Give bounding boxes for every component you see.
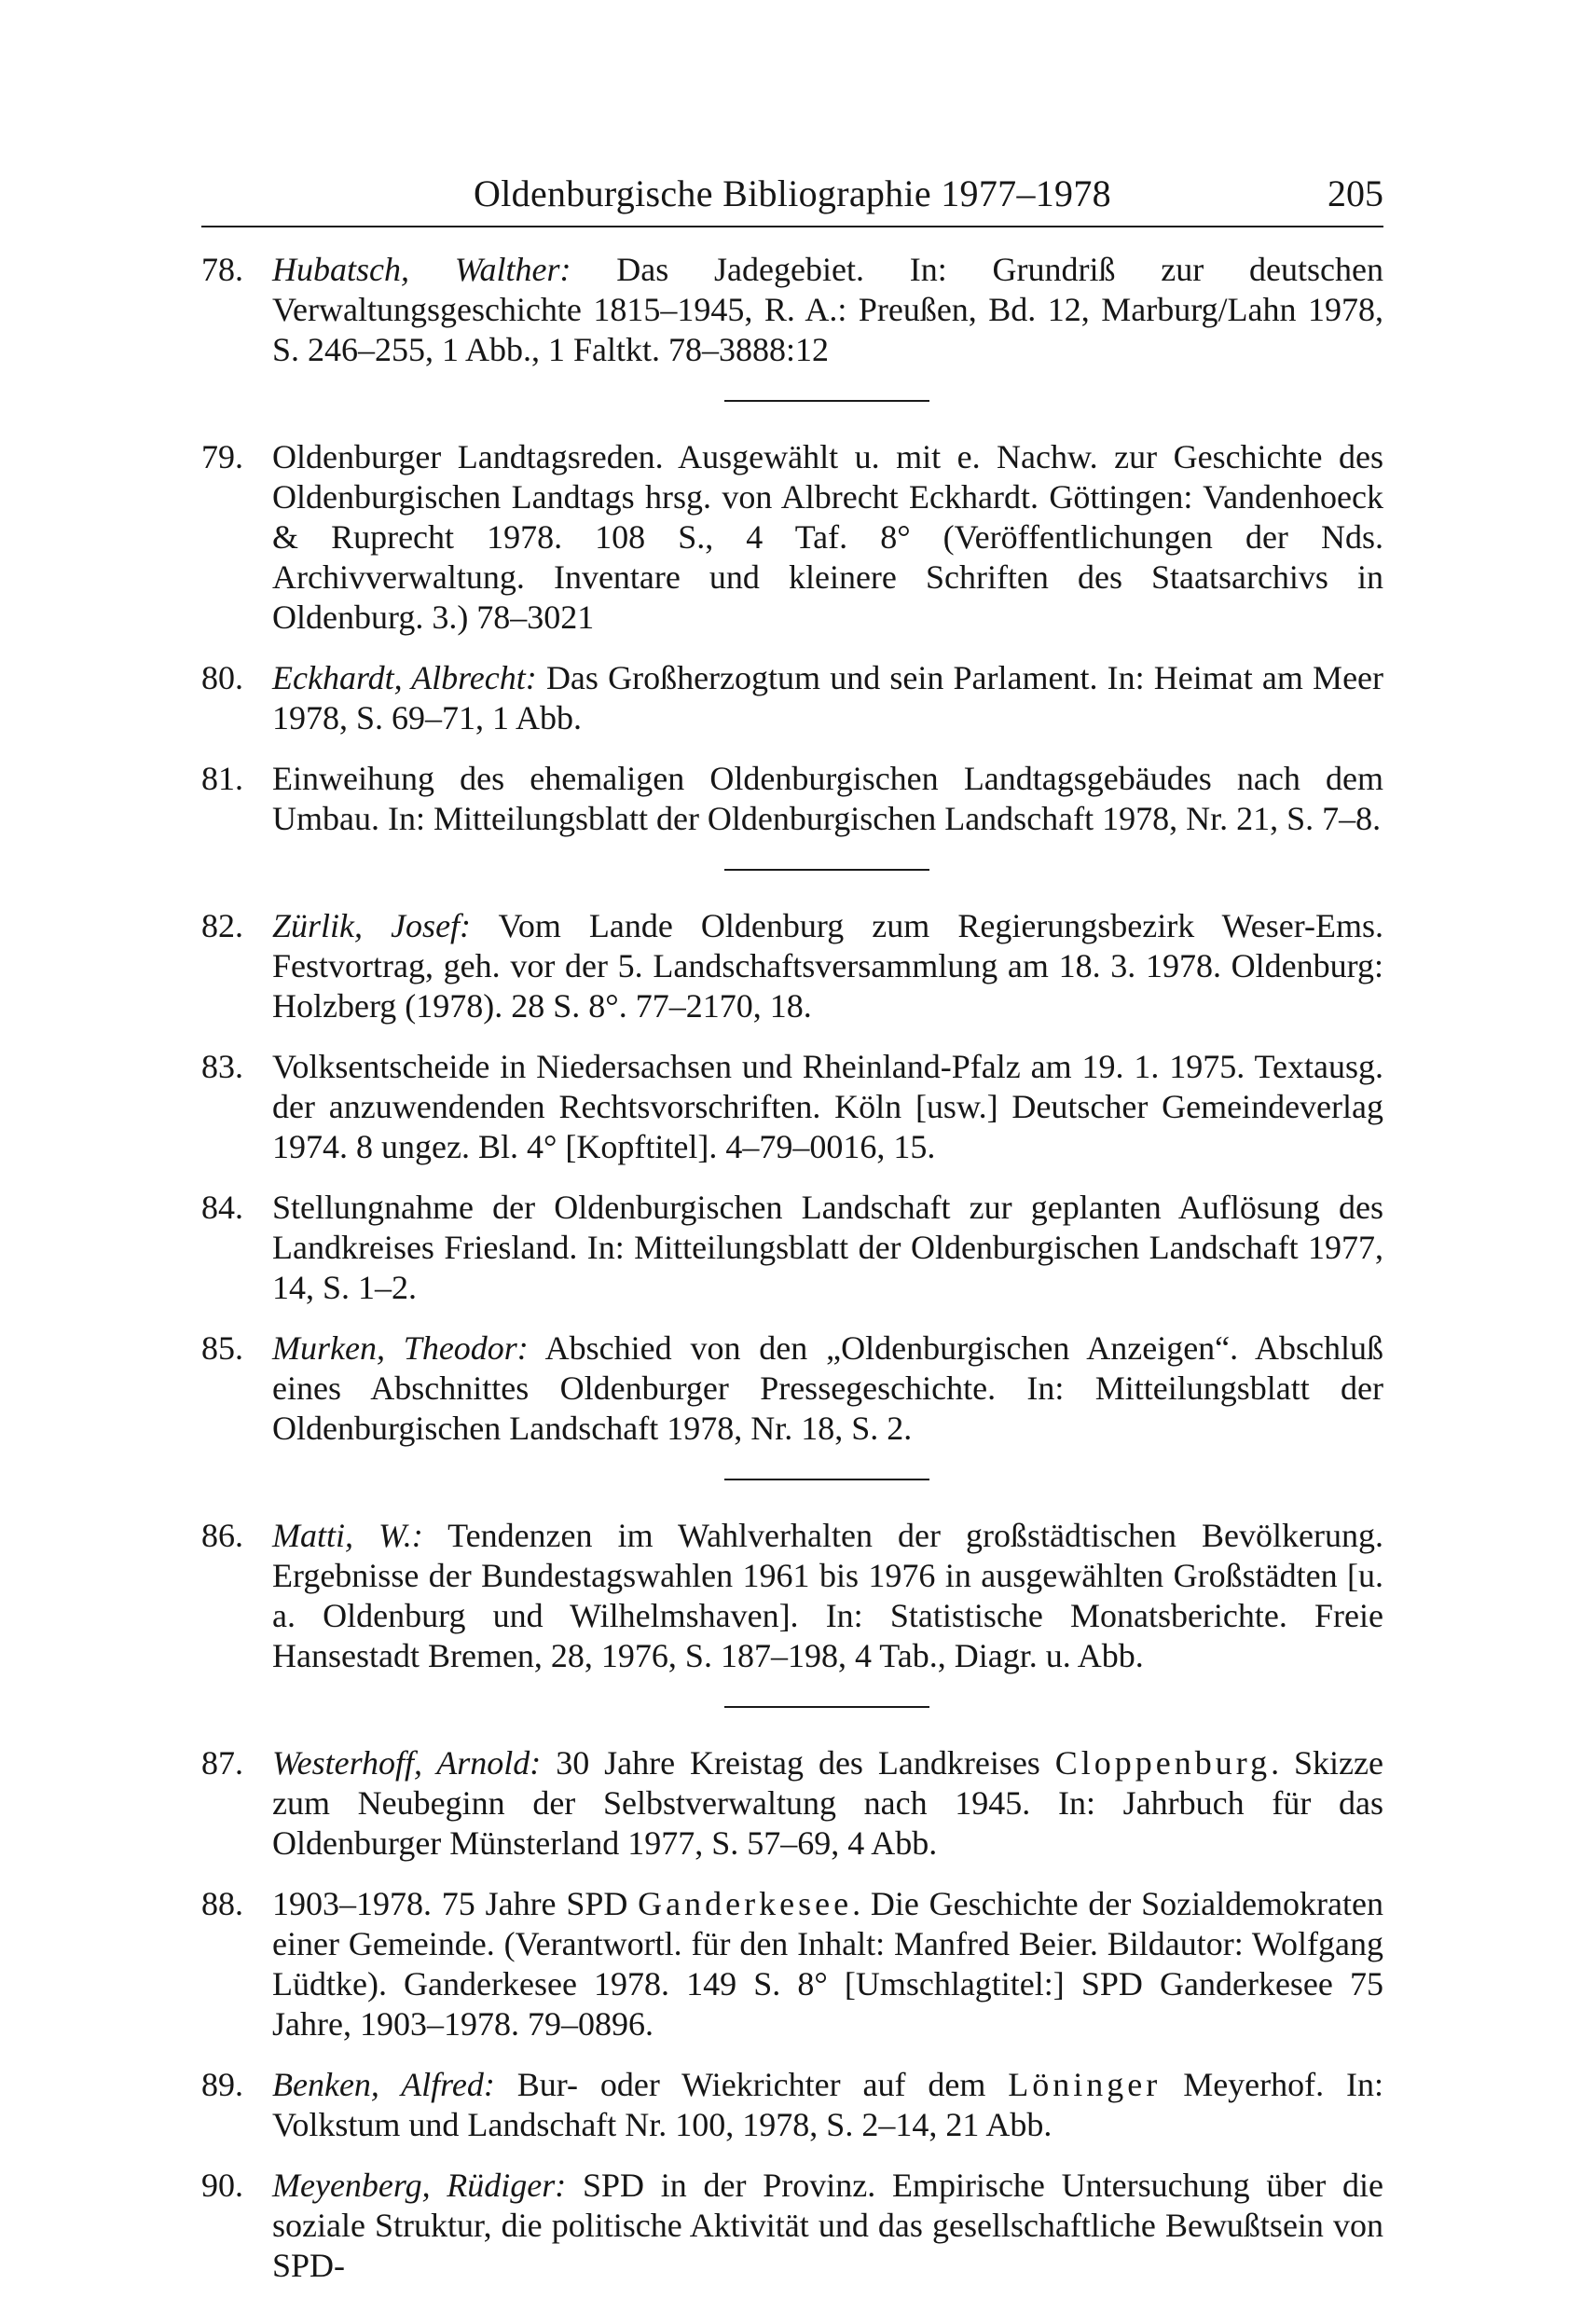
entry-79 <box>201 437 1383 638</box>
header-rule <box>201 226 1383 227</box>
entry-88 <box>201 1884 1383 2044</box>
entry-84 <box>201 1188 1383 1308</box>
entry-number: 88. <box>201 1885 243 1922</box>
entry-number: 85. <box>201 1329 243 1367</box>
entry-number: 87. <box>201 1744 243 1782</box>
entry-text: Tendenzen im Wahlverhalten der großstädtischen Bevölkerung. Ergebnisse der Bundestagswahlen 1961 bis 1976 in ausgewählten Großstädten [u. a. Oldenburg und Wilhelmshaven]. In: Statistische Monatsberichte. Freie Hansestadt Bremen, 28, 1976, S. 187–198, 4 Tab., Diagr. u. Abb. <box>272 1517 1383 1674</box>
entry-78 <box>201 250 1383 370</box>
entry-author: Eckhardt, Albrecht: <box>272 659 537 696</box>
entry-number: 89. <box>201 2066 243 2103</box>
section-divider <box>724 400 929 402</box>
running-title: Oldenburgische Bibliographie 1977–1978 <box>474 172 1111 214</box>
entry-text: Das Jadegebiet. In: Grundriß zur deutschen Verwaltungsgeschichte 1815–1945, R. A.: Preußen, Bd. 12, Marburg/Lahn 1978, S. 246–255, 1 Abb., 1 Faltkt. 78–3888:12 <box>272 251 1384 368</box>
section-divider <box>724 1706 929 1708</box>
entry-86 <box>201 1516 1383 1676</box>
entry-author: Meyenberg, Rüdiger: <box>272 2167 567 2204</box>
entry-text-before: 1903–1978. 75 Jahre SPD <box>272 1885 628 1922</box>
entry-author: Hubatsch, Walther: <box>272 251 571 288</box>
entry-text-after: . Die Geschichte der Sozialdemokraten einer Gemeinde. (Verantwortl. für den Inhalt: Manfred Beier. Bildautor: Wolfgang Lüdtke). Ganderkesee 1978. 149 S. 8° [Umschlagtitel:] SPD Ganderkesee 75 Jahre, 1903–1978. 79–0896. <box>272 1885 1384 2043</box>
entry-text: Volksentscheide in Niedersachsen und Rheinland-Pfalz am 19. 1. 1975. Textausg. der anzuwendenden Rechtsvorschriften. Köln [usw.] Deutscher Gemeindeverlag 1974. 8 ungez. Bl. 4° [Kopftitel]. 4–79–0016, 15. <box>272 1048 1383 1165</box>
entry-text: Einweihung des ehemaligen Oldenburgischen Landtagsgebäudes nach dem Umbau. In: Mitteilungsblatt der Oldenburgischen Landschaft 1978, Nr. 21, S. 7–8. <box>272 760 1383 837</box>
entry-place-spaced: Löninger <box>1008 2066 1162 2103</box>
section-divider <box>724 869 929 871</box>
entry-number: 82. <box>201 907 243 944</box>
entry-author: Westerhoff, Arnold: <box>272 1744 542 1782</box>
entry-author: Benken, Alfred: <box>272 2066 495 2103</box>
entry-89 <box>201 2065 1383 2145</box>
entry-text: Stellungnahme der Oldenburgischen Landschaft zur geplanten Auflösung des Landkreises Friesland. In: Mitteilungsblatt der Oldenburgischen Landschaft 1977, 14, S. 1–2. <box>272 1189 1383 1306</box>
entry-text-after: . Skizze zum Neubeginn der Selbstverwaltung nach 1945. In: Jahrbuch für das Oldenburger Münsterland 1977, S. 57–69, 4 Abb. <box>272 1744 1383 1862</box>
entry-83 <box>201 1047 1383 1167</box>
entry-number: 90. <box>201 2167 243 2204</box>
entry-place-spaced: Ganderkesee <box>638 1885 853 1922</box>
entry-author: Murken, Theodor: <box>272 1329 529 1367</box>
entry-text: SPD in der Provinz. Empirische Untersuchung über die soziale Struktur, die politische Aktivität und das gesellschaftliche Bewußtsein von SPD- <box>272 2167 1383 2284</box>
entry-text-after: Meyerhof. In: Volkstum und Landschaft Nr. 100, 1978, S. 2–14, 21 Abb. <box>272 2066 1384 2143</box>
entry-author: Zürlik, Josef: <box>272 907 472 944</box>
entry-text-before: 30 Jahre Kreistag des Landkreises <box>556 1744 1040 1782</box>
entry-85 <box>201 1328 1383 1449</box>
entry-number: 84. <box>201 1189 243 1226</box>
entry-80 <box>201 658 1383 738</box>
entry-number: 79. <box>201 438 243 475</box>
entry-text: Vom Lande Oldenburg zum Regierungsbezirk Weser-Ems. Festvortrag, geh. vor der 5. Landschaftsversammlung am 18. 3. 1978. Oldenburg: Holzberg (1978). 28 S. 8°. 77–2170, 18. <box>272 907 1383 1025</box>
entry-place-spaced: Cloppenburg <box>1054 1744 1272 1782</box>
entry-82 <box>201 906 1383 1026</box>
entry-number: 78. <box>201 251 243 288</box>
entry-number: 86. <box>201 1517 243 1554</box>
running-header <box>201 168 1383 220</box>
entry-list <box>201 250 1383 2286</box>
section-divider <box>724 1479 929 1480</box>
entry-text: Oldenburger Landtagsreden. Ausgewählt u. mit e. Nachw. zur Geschichte des Oldenburgischen Landtags hrsg. von Albrecht Eckhardt. Göttingen: Vandenhoeck & Ruprecht 1978. 108 S., 4 Taf. 8° (Veröffentlichungen der Nds. Archivverwaltung. Inventare und kleinere Schriften des Staatsarchivs in Oldenburg. 3.) 78–3021 <box>272 438 1383 636</box>
entry-number: 83. <box>201 1048 243 1085</box>
entry-author: Matti, W.: <box>272 1517 423 1554</box>
entry-text: Abschied von den „Oldenburgischen Anzeigen“. Abschluß eines Abschnittes Oldenburger Pressegeschichte. In: Mitteilungsblatt der Oldenburgischen Landschaft 1978, Nr. 18, S. 2. <box>272 1329 1384 1447</box>
entry-90 <box>201 2166 1383 2286</box>
entry-text-before: Bur- oder Wiekrichter auf dem <box>516 2066 986 2103</box>
page-number: 205 <box>1328 172 1383 214</box>
entry-81 <box>201 759 1383 839</box>
entry-text: Das Großherzogtum und sein Parlament. In: Heimat am Meer 1978, S. 69–71, 1 Abb. <box>272 659 1384 736</box>
entry-number: 81. <box>201 760 243 797</box>
entry-87 <box>201 1743 1383 1864</box>
entry-number: 80. <box>201 659 243 696</box>
